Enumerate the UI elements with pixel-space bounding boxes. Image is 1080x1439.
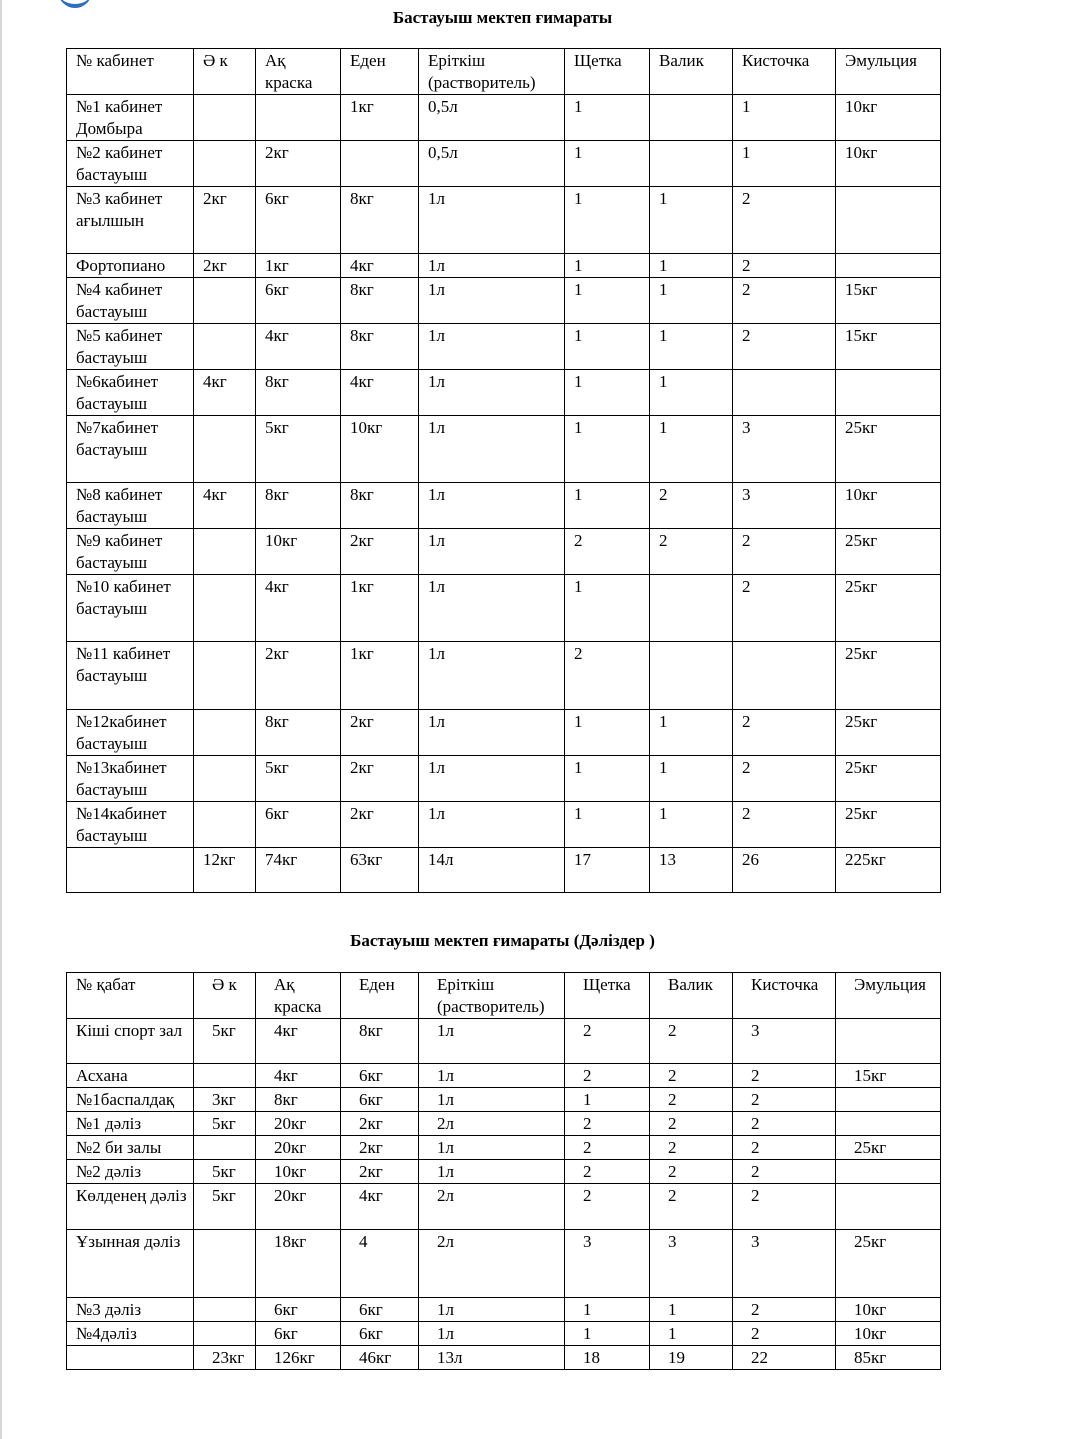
table-cell: 25кг — [836, 756, 941, 802]
table-cell: 1л — [419, 483, 565, 529]
table-row — [67, 416, 941, 483]
table-cell: 1л — [419, 575, 565, 642]
table-cell — [194, 575, 256, 642]
table-cell: 2 — [733, 1088, 836, 1112]
table-cell: 4кг — [256, 324, 341, 370]
table-cell: 4кг — [341, 254, 419, 278]
table-cell: 1л — [419, 1019, 565, 1064]
table-cell: 1 — [565, 802, 650, 848]
table-cell: №14кабинет бастауыш — [67, 802, 194, 848]
column-header: Эмульция — [836, 49, 941, 95]
table-cell: 2 — [565, 529, 650, 575]
table-cell: 5кг — [256, 416, 341, 483]
table-cell: 4кг — [194, 370, 256, 416]
column-header: Ақ краска — [256, 49, 341, 95]
table-cell: №3 дәліз — [67, 1298, 194, 1322]
table-cell: 1 — [733, 95, 836, 141]
table-cell: 2кг — [194, 187, 256, 254]
table-cell — [341, 141, 419, 187]
table-cell: 3 — [650, 1230, 733, 1298]
table-cell: №6кабинет бастауыш — [67, 370, 194, 416]
table-cell: 2 — [733, 1160, 836, 1184]
table-cell: 3 — [565, 1230, 650, 1298]
table-cell: 2 — [733, 324, 836, 370]
table-cell: 126кг — [256, 1346, 341, 1370]
table-cell: 8кг — [341, 324, 419, 370]
table-cell: 2л — [419, 1184, 565, 1230]
table-cell: 23кг — [194, 1346, 256, 1370]
table-cell: 1 — [565, 756, 650, 802]
column-header: Еріткіш (растворитель) — [419, 49, 565, 95]
table-cell: 2 — [565, 1064, 650, 1088]
table-cell: 1л — [419, 529, 565, 575]
table-cell: №4 кабинет бастауыш — [67, 278, 194, 324]
table-cell — [836, 1019, 941, 1064]
table-cell: 4кг — [341, 1184, 419, 1230]
table-cell — [836, 1088, 941, 1112]
table-cell: 1 — [565, 187, 650, 254]
table-cell: 1л — [419, 324, 565, 370]
column-header: Эмульция — [836, 973, 941, 1019]
table-cell: Фортопиано — [67, 254, 194, 278]
table-cell: 1л — [419, 1298, 565, 1322]
table-row — [67, 1160, 941, 1184]
table-cell: 5кг — [194, 1160, 256, 1184]
table-cell: 25кг — [836, 529, 941, 575]
table-cell — [650, 95, 733, 141]
table-cell: 1л — [419, 187, 565, 254]
table-cell: 2 — [565, 642, 650, 710]
table-row — [67, 1230, 941, 1298]
table-cell: 8кг — [341, 483, 419, 529]
table-cell: 15кг — [836, 1064, 941, 1088]
table-cell — [194, 1064, 256, 1088]
table-cell: Кіші спорт зал — [67, 1019, 194, 1064]
table-cell: 8кг — [341, 187, 419, 254]
table-cell: 2 — [650, 1160, 733, 1184]
table-cell: 1 — [565, 95, 650, 141]
table-cell: 25кг — [836, 802, 941, 848]
table-cell: 1 — [565, 254, 650, 278]
table-cell: 25кг — [836, 642, 941, 710]
table-row — [67, 370, 941, 416]
table-cell: 8кг — [256, 483, 341, 529]
table-cell: 2 — [733, 575, 836, 642]
table-cell: 18 — [565, 1346, 650, 1370]
column-header: Ә к — [194, 973, 256, 1019]
column-header: Кисточка — [733, 49, 836, 95]
table-cell: 2 — [565, 1019, 650, 1064]
column-header: Кисточка — [733, 973, 836, 1019]
table-cell: 1 — [650, 1322, 733, 1346]
table-cell — [836, 254, 941, 278]
table-cell: 10кг — [836, 141, 941, 187]
table-cell: 2л — [419, 1230, 565, 1298]
table-cell: 5кг — [256, 756, 341, 802]
table-cell: 1л — [419, 1064, 565, 1088]
table-cell: 2л — [419, 1112, 565, 1136]
table-cell: 6кг — [256, 802, 341, 848]
table-cell: 2 — [565, 1112, 650, 1136]
table-cell: 26 — [733, 848, 836, 893]
table-cell: 1л — [419, 756, 565, 802]
table-cell: 18кг — [256, 1230, 341, 1298]
table-cell: 1 — [565, 370, 650, 416]
table-cell: Ұзынная дәліз — [67, 1230, 194, 1298]
table-cell: 4кг — [341, 370, 419, 416]
table-cell — [650, 141, 733, 187]
table-cell: 25кг — [836, 575, 941, 642]
table-cell: 2кг — [341, 1160, 419, 1184]
table-cell: 2кг — [194, 254, 256, 278]
table-cell: 12кг — [194, 848, 256, 893]
table-cell — [733, 370, 836, 416]
table-cell: 225кг — [836, 848, 941, 893]
table-cell: 1 — [565, 141, 650, 187]
table-cell — [650, 642, 733, 710]
table-cell: 2 — [650, 1112, 733, 1136]
table-cell: 2 — [650, 1136, 733, 1160]
table-cell: 20кг — [256, 1184, 341, 1230]
table-cell — [194, 802, 256, 848]
table-cell: №7кабинет бастауыш — [67, 416, 194, 483]
table-cell: 1 — [650, 324, 733, 370]
table-cell: 1 — [650, 1298, 733, 1322]
table-cell: 10кг — [836, 1298, 941, 1322]
table-cell: 1л — [419, 278, 565, 324]
table-cell — [194, 416, 256, 483]
table-cell: 0,5л — [419, 95, 565, 141]
table-cell: №13кабинет бастауыш — [67, 756, 194, 802]
table-cell: 1л — [419, 416, 565, 483]
table-row — [67, 1184, 941, 1230]
table-cell: 5кг — [194, 1112, 256, 1136]
table-cell: 1кг — [341, 95, 419, 141]
table-cell: №8 кабинет бастауыш — [67, 483, 194, 529]
table-cell: 2 — [733, 1322, 836, 1346]
table-row — [67, 95, 941, 141]
table-cell: 1л — [419, 254, 565, 278]
table-cell — [194, 642, 256, 710]
table-cell — [67, 1346, 194, 1370]
table-row — [67, 187, 941, 254]
table-cell: 1л — [419, 802, 565, 848]
table-cell: №4дәліз — [67, 1322, 194, 1346]
table-cell: 8кг — [256, 710, 341, 756]
table-cell: 2 — [565, 1184, 650, 1230]
table-cell: 2кг — [341, 756, 419, 802]
table-cell: 6кг — [256, 278, 341, 324]
table-cell: №2 би залы — [67, 1136, 194, 1160]
table-cell: №5 кабинет бастауыш — [67, 324, 194, 370]
table-row — [67, 141, 941, 187]
table-cell: №1баспалдақ — [67, 1088, 194, 1112]
table-cell: 1л — [419, 1322, 565, 1346]
table-row — [67, 575, 941, 642]
table-row — [67, 1112, 941, 1136]
table-cell: 1 — [650, 254, 733, 278]
table-cell: 3 — [733, 416, 836, 483]
table-cell: 2 — [565, 1160, 650, 1184]
table-cell: 8кг — [256, 1088, 341, 1112]
table-cell: 1 — [565, 710, 650, 756]
table-cell: 19 — [650, 1346, 733, 1370]
table-cell: 10кг — [836, 483, 941, 529]
table-cell: 2 — [733, 1298, 836, 1322]
table-cell: 1л — [419, 1088, 565, 1112]
table-cell: 8кг — [341, 1019, 419, 1064]
table-row — [67, 802, 941, 848]
table-cell: 10кг — [836, 95, 941, 141]
table-cell: 10кг — [341, 416, 419, 483]
table-cell: 1кг — [341, 642, 419, 710]
table-cell: 1 — [565, 1322, 650, 1346]
table-cell: 2кг — [341, 1112, 419, 1136]
column-header: № қабат — [67, 973, 194, 1019]
table-cell: 13л — [419, 1346, 565, 1370]
table-cell: 1л — [419, 1160, 565, 1184]
table-cell: 1 — [565, 483, 650, 529]
table-cell: 1 — [650, 370, 733, 416]
table-cell — [256, 95, 341, 141]
column-header: Щетка — [565, 973, 650, 1019]
table-cell: 2 — [733, 254, 836, 278]
table-cell: №12кабинет бастауыш — [67, 710, 194, 756]
table-cell: 2 — [733, 756, 836, 802]
table-cell: 1 — [650, 802, 733, 848]
table-cell — [194, 1230, 256, 1298]
table-cell — [194, 141, 256, 187]
table-cell — [194, 324, 256, 370]
table-cell: 2 — [650, 1184, 733, 1230]
table-cell — [733, 642, 836, 710]
column-header: Еріткіш (растворитель) — [419, 973, 565, 1019]
table-cell: 4кг — [194, 483, 256, 529]
table-cell: 2 — [650, 1064, 733, 1088]
table-cell: 46кг — [341, 1346, 419, 1370]
table-cell — [194, 529, 256, 575]
table-cell: 6кг — [256, 1322, 341, 1346]
table-cell: 13 — [650, 848, 733, 893]
table-cell: 4кг — [256, 1064, 341, 1088]
table-cell: 74кг — [256, 848, 341, 893]
table-cell: 5кг — [194, 1184, 256, 1230]
table-row — [67, 529, 941, 575]
header-row — [67, 973, 941, 1019]
table-cell: 2 — [733, 278, 836, 324]
table-cell: 2кг — [341, 710, 419, 756]
table-cell — [67, 848, 194, 893]
table-cell: 1кг — [256, 254, 341, 278]
table-cell: 1 — [650, 416, 733, 483]
table-cell: 2 — [650, 1088, 733, 1112]
table-cell: 15кг — [836, 324, 941, 370]
table-cell: 1 — [565, 416, 650, 483]
table-cell: 20кг — [256, 1112, 341, 1136]
column-header: Валик — [650, 49, 733, 95]
column-header: Ақ краска — [256, 973, 341, 1019]
table-cell — [194, 278, 256, 324]
column-header: Щетка — [565, 49, 650, 95]
table-cell: 2 — [733, 1064, 836, 1088]
table-cell: 1 — [733, 141, 836, 187]
table-cell: 85кг — [836, 1346, 941, 1370]
table-cell: 2 — [733, 187, 836, 254]
table-cell: 6кг — [341, 1298, 419, 1322]
table-cell: 17 — [565, 848, 650, 893]
table-cell: 2 — [733, 1184, 836, 1230]
table-cell: 2 — [650, 529, 733, 575]
table-cell: 1л — [419, 642, 565, 710]
table-cell: 1 — [565, 575, 650, 642]
total-row — [67, 1346, 941, 1370]
table-cell: 6кг — [256, 187, 341, 254]
column-header: Ә к — [194, 49, 256, 95]
table-cell: 2 — [733, 1136, 836, 1160]
table-cell: 1 — [565, 1088, 650, 1112]
column-header: Еден — [341, 49, 419, 95]
table-cell: 1л — [419, 710, 565, 756]
table-cell: 4 — [341, 1230, 419, 1298]
header-row — [67, 49, 941, 95]
table-cell: 2кг — [341, 802, 419, 848]
table-cell: 6кг — [256, 1298, 341, 1322]
table-cell: 4кг — [256, 1019, 341, 1064]
table-cell: 3 — [733, 1230, 836, 1298]
table-cell: 10кг — [256, 1160, 341, 1184]
table-row — [67, 1019, 941, 1064]
column-header: Валик — [650, 973, 733, 1019]
table-cell: 3кг — [194, 1088, 256, 1112]
table-cell: 22 — [733, 1346, 836, 1370]
table-row — [67, 278, 941, 324]
table-cell: 14л — [419, 848, 565, 893]
table1-title: Бастауыш мектеп ғимараты — [392, 8, 613, 27]
table-row — [67, 642, 941, 710]
table-cell: 25кг — [836, 416, 941, 483]
page-left-edge — [0, 0, 2, 1439]
table-cell — [194, 710, 256, 756]
table-cell: 2 — [733, 529, 836, 575]
table2-title: Бастауыш мектеп ғимараты (Дәліздер ) — [350, 931, 655, 950]
table-row — [67, 756, 941, 802]
table-cell: 6кг — [341, 1322, 419, 1346]
table-cell: 2кг — [341, 529, 419, 575]
table-cell: 63кг — [341, 848, 419, 893]
table-cell — [650, 575, 733, 642]
table-cell: 1 — [565, 1298, 650, 1322]
column-header: Еден — [341, 973, 419, 1019]
table-cell: 2 — [650, 483, 733, 529]
table-cell: №10 кабинет бастауыш — [67, 575, 194, 642]
table-cell — [836, 1160, 941, 1184]
table-cell: №3 кабинет ағылшын — [67, 187, 194, 254]
table-cell: 0,5л — [419, 141, 565, 187]
table-row — [67, 324, 941, 370]
table-row — [67, 1136, 941, 1160]
table-cell: 2 — [733, 802, 836, 848]
table-cell — [194, 756, 256, 802]
table-row — [67, 483, 941, 529]
table-cell: 1 — [650, 756, 733, 802]
table-cell: №1 кабинет Домбыра — [67, 95, 194, 141]
table-cell: 3 — [733, 483, 836, 529]
table-cell — [836, 1112, 941, 1136]
table-cell: Асхана — [67, 1064, 194, 1088]
table-cell: 25кг — [836, 710, 941, 756]
table-cell: 10кг — [836, 1322, 941, 1346]
table-cell: 2 — [733, 710, 836, 756]
table-cell: №2 кабинет бастауыш — [67, 141, 194, 187]
table-cell: 3 — [733, 1019, 836, 1064]
table2 — [66, 972, 941, 1370]
table-cell: 8кг — [256, 370, 341, 416]
table-cell: №1 дәліз — [67, 1112, 194, 1136]
table-cell: 2 — [650, 1019, 733, 1064]
table-cell — [836, 187, 941, 254]
table-cell: 5кг — [194, 1019, 256, 1064]
table-row — [67, 254, 941, 278]
table-cell: 1 — [565, 278, 650, 324]
table-row — [67, 710, 941, 756]
table-cell: 25кг — [836, 1230, 941, 1298]
table1 — [66, 48, 941, 893]
table-row — [67, 1064, 941, 1088]
table-cell: 1л — [419, 1136, 565, 1160]
table-cell: 1 — [650, 278, 733, 324]
table-cell: 10кг — [256, 529, 341, 575]
table-cell: 2 — [733, 1112, 836, 1136]
table-cell — [194, 1298, 256, 1322]
table-cell — [194, 1136, 256, 1160]
table-cell: 8кг — [341, 278, 419, 324]
table-cell: 15кг — [836, 278, 941, 324]
corner-logo-mark — [58, 0, 92, 8]
column-header: № кабинет — [67, 49, 194, 95]
total-row — [67, 848, 941, 893]
table-cell: 25кг — [836, 1136, 941, 1160]
table-row — [67, 1298, 941, 1322]
table-cell: 6кг — [341, 1088, 419, 1112]
table-cell: 20кг — [256, 1136, 341, 1160]
table-cell: 1 — [650, 710, 733, 756]
table-cell — [836, 1184, 941, 1230]
table-row — [67, 1088, 941, 1112]
table-cell — [836, 370, 941, 416]
table-cell: №2 дәліз — [67, 1160, 194, 1184]
table-cell: 1кг — [341, 575, 419, 642]
table-cell — [194, 1322, 256, 1346]
table-cell: №9 кабинет бастауыш — [67, 529, 194, 575]
table-cell: Көлденең дәліз — [67, 1184, 194, 1230]
table-cell: 2 — [565, 1136, 650, 1160]
table-cell: 2кг — [256, 642, 341, 710]
table-cell: 2кг — [341, 1136, 419, 1160]
table-cell: №11 кабинет бастауыш — [67, 642, 194, 710]
table-cell — [194, 95, 256, 141]
table-cell: 1л — [419, 370, 565, 416]
table-cell: 1 — [650, 187, 733, 254]
table-cell: 1 — [565, 324, 650, 370]
table-row — [67, 1322, 941, 1346]
table-cell: 6кг — [341, 1064, 419, 1088]
table-cell: 4кг — [256, 575, 341, 642]
table-cell: 2кг — [256, 141, 341, 187]
